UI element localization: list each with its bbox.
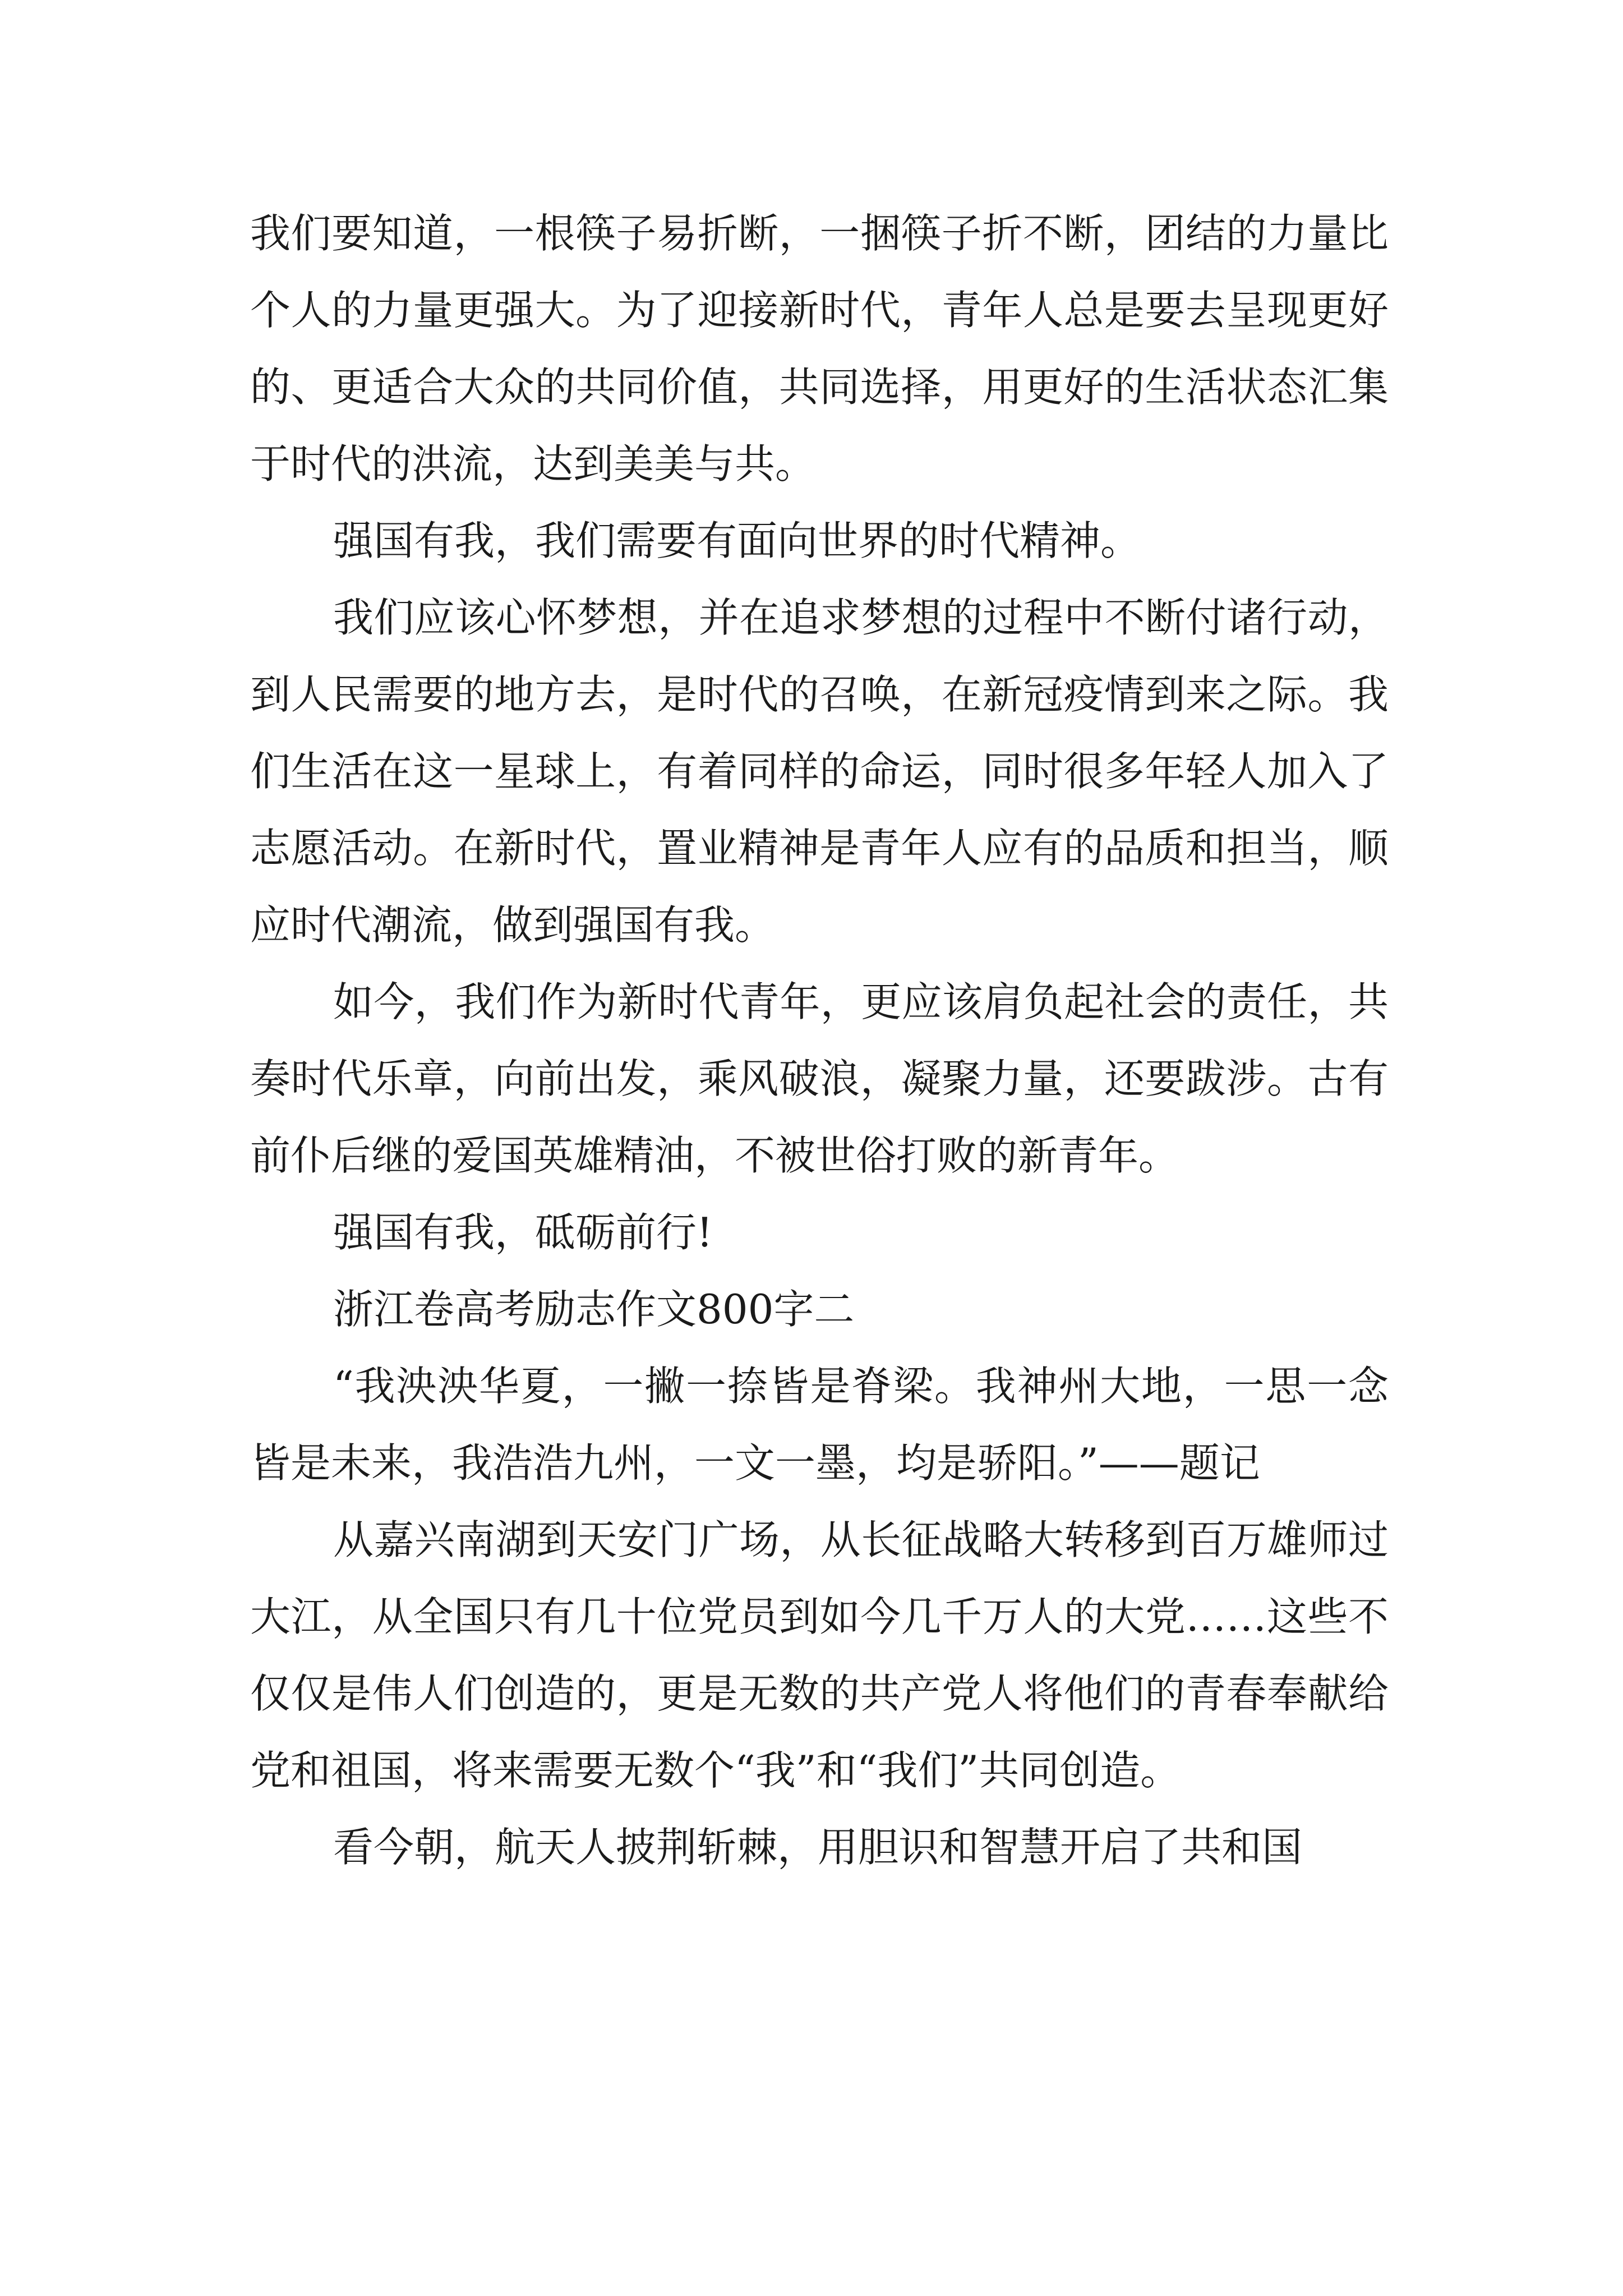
paragraph-responsibility: 如今，我们作为新时代青年，更应该肩负起社会的责任，共奏时代乐章，向前出发，乘风破浪，凝聚力量，还要跋涉。古有前仆后继的爱国英雄精油，不被世俗打败的新青年。: [250, 978, 1389, 1179]
paragraph-aerospace: 看今朝，航天人披荆斩棘，用胆识和智慧开启了共和国: [333, 1824, 1303, 1871]
paragraph-slogan: 强国有我，砥砺前行!: [333, 1209, 713, 1256]
essay-subtitle: 浙江卷高考励志作文800字二: [333, 1286, 855, 1333]
paragraph-history: 从嘉兴南湖到天安门广场，从长征战略大转移到百万雄师过大江，从全国只有几十位党员到如今几千万人的大党……这些不仅仅是伟人们创造的，更是无数的共产党人将他们的青春奉献给党和祖国，将来需要无数个“我”和“我们”共同创造。: [250, 1516, 1389, 1794]
paragraph-dreams: 我们应该心怀梦想，并在追求梦想的过程中不断付诸行动，到人民需要的地方去，是时代的召唤，在新冠疫情到来之际。我们生活在这一星球上，有着同样的命运，同时很多年轻人加入了志愿活动。在新时代，置业精神是青年人应有的品质和担当，顺应时代潮流，做到强国有我。: [250, 594, 1389, 949]
paragraph-unity: 我们要知道，一根筷子易折断，一捆筷子折不断，团结的力量比个人的力量更强大。为了迎接新时代，青年人总是要去呈现更好的、更适合大众的共同价值，共同选择，用更好的生活状态汇集于时代的洪流，达到美美与共。: [250, 210, 1389, 487]
document-body: [250, 195, 1389, 1886]
paragraph-spirit: 强国有我，我们需要有面向世界的时代精神。: [333, 517, 1141, 564]
paragraph-epigraph: “我泱泱华夏，一撇一捺皆是脊梁。我神州大地，一思一念皆是未来，我浩浩九州，一文一墨，均是骄阳。”——题记: [250, 1363, 1389, 1487]
